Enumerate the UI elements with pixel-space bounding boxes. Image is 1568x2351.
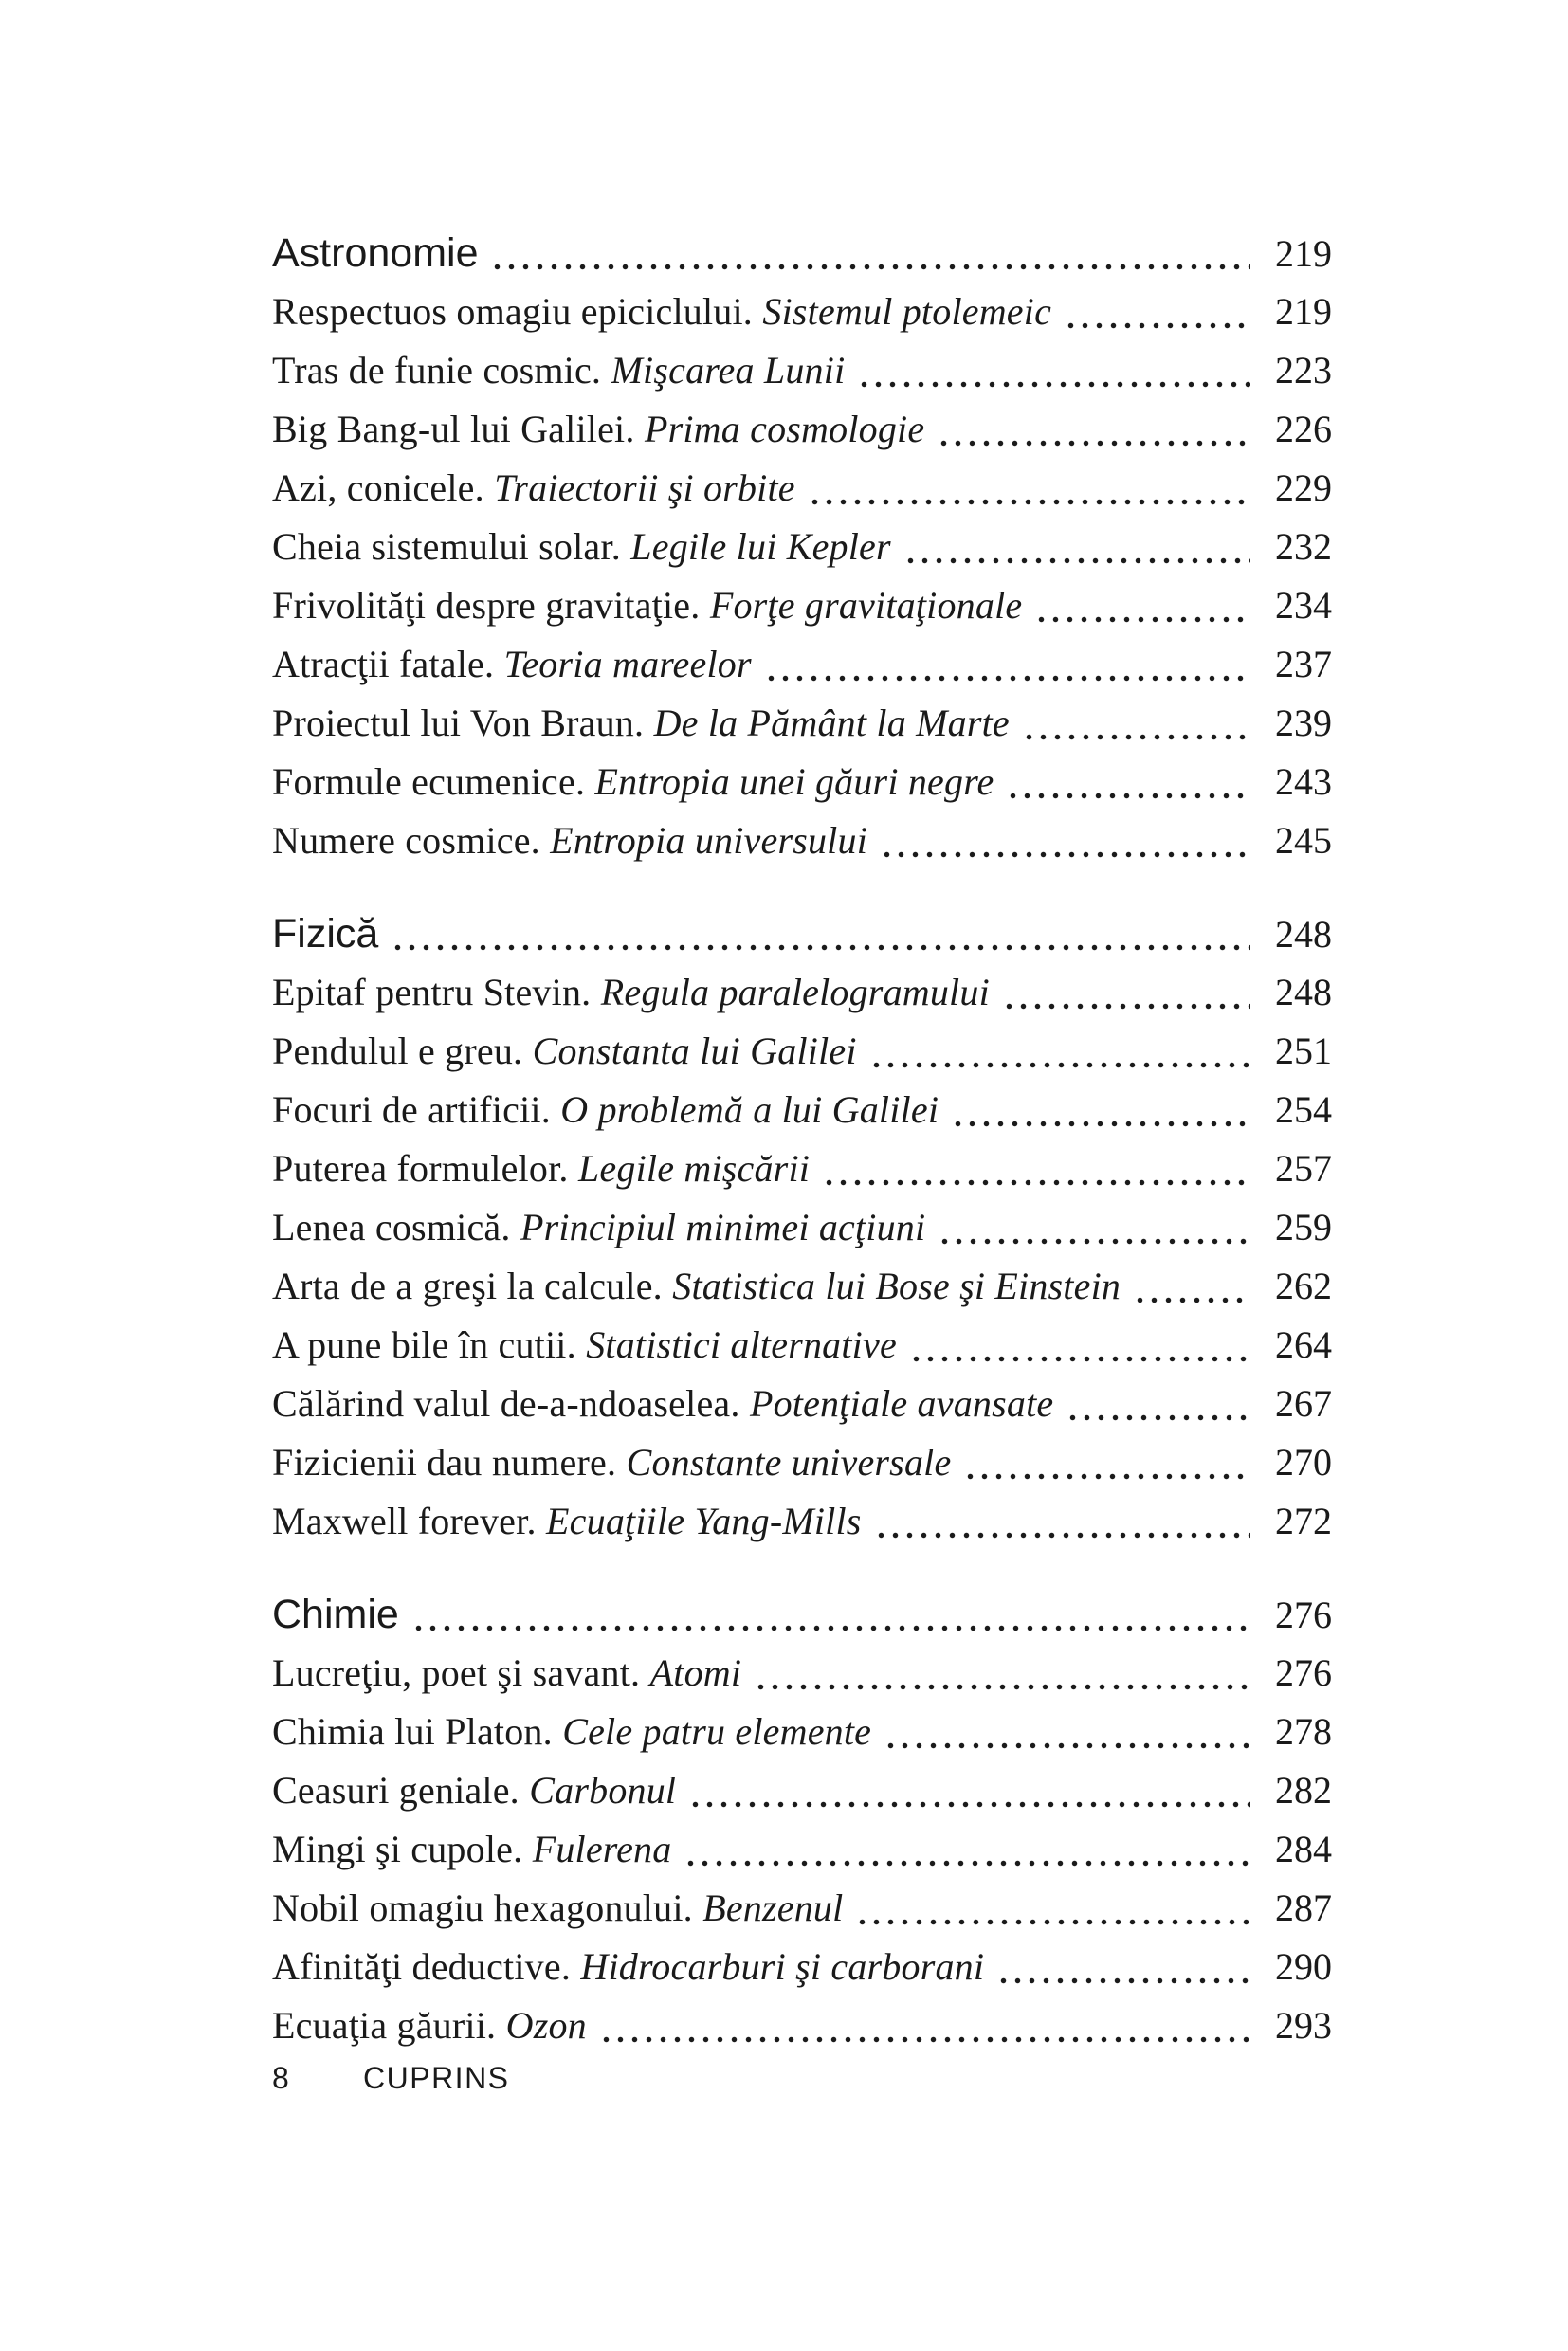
toc-entry-row (272, 576, 1332, 635)
toc-entry-subtitle: Constante universale (626, 1441, 952, 1484)
toc-entry-row (272, 282, 1332, 341)
toc-entry-row (272, 1644, 1332, 1703)
toc-entry-title (272, 1257, 1121, 1316)
toc-section-title (272, 224, 478, 282)
toc-section-title (272, 1585, 399, 1644)
dot-leader (994, 1938, 1250, 1996)
toc-page-number: 248 (1275, 913, 1332, 956)
toc-page-number: 276 (1275, 1594, 1332, 1636)
dot-leader (1031, 576, 1250, 635)
dot-leader (805, 459, 1250, 518)
toc-entry-subtitle: Mişcarea Lunii (611, 349, 846, 392)
toc-entry-label: Maxwell forever. (272, 1500, 537, 1542)
toc-entry-subtitle: Potenţiale avansate (749, 1382, 1054, 1425)
toc-entry-subtitle: Atomi (649, 1651, 742, 1694)
toc-entry-label: Big Bang-ul lui Galilei. (272, 408, 635, 450)
dot-leader (906, 1316, 1250, 1375)
toc-entry-row (272, 1703, 1332, 1761)
toc-entry-label: Afinităţi deductive. (272, 1945, 572, 1988)
toc-entry-subtitle: De la Pământ la Marte (653, 702, 1010, 744)
dot-leader (409, 1585, 1250, 1644)
toc-entry-title (272, 1644, 741, 1703)
toc-entry-label: Cheia sistemului solar. (272, 525, 621, 568)
toc-entry-label: Mingi şi cupole. (272, 1828, 523, 1870)
toc-entry-title (272, 694, 1010, 753)
toc-entry-row (272, 1198, 1332, 1257)
toc-entry-subtitle: Sistemul ptolemeic (762, 290, 1052, 333)
toc-entry-title (272, 1820, 671, 1879)
toc-entry-label: Nobil omagiu hexagonului. (272, 1886, 693, 1929)
toc-entry-label: Lucreţiu, poet şi savant. (272, 1651, 641, 1694)
toc-section-row (272, 224, 1332, 282)
toc-page-number: 267 (1275, 1382, 1332, 1425)
dot-leader (854, 341, 1250, 400)
toc-entry-label: Frivolităţi despre gravitaţie. (272, 584, 701, 627)
toc-entry-title (272, 282, 1051, 341)
toc-page-number: 226 (1275, 408, 1332, 450)
toc-list (272, 190, 1332, 2055)
toc-entry-row (272, 1996, 1332, 2055)
toc-page-number: 243 (1275, 760, 1332, 803)
toc-page-number: 251 (1275, 1030, 1332, 1072)
toc-entry-row (272, 694, 1332, 753)
dot-leader (1003, 753, 1250, 811)
toc-entry-title (272, 1139, 810, 1198)
toc-entry-title (272, 518, 891, 576)
dot-leader (681, 1820, 1250, 1879)
toc-entry-row (272, 753, 1332, 811)
dot-leader (881, 1703, 1250, 1761)
toc-page-number: 219 (1275, 290, 1332, 333)
toc-entry-subtitle: Entropia universului (550, 819, 868, 862)
toc-entry-row (272, 1316, 1332, 1375)
toc-entry-row (272, 1022, 1332, 1081)
toc-entry-subtitle: Statistici alternative (586, 1323, 897, 1366)
toc-page-number: 248 (1275, 971, 1332, 1013)
toc-entry-title (272, 1996, 587, 2055)
dot-leader (934, 400, 1250, 459)
toc-entry-label: Proiectul lui Von Braun. (272, 702, 645, 744)
dot-leader (819, 1139, 1250, 1198)
toc-entry-label: Formule ecumenice. (272, 760, 586, 803)
toc-entry-row (272, 518, 1332, 576)
toc-page-number: 287 (1275, 1886, 1332, 1929)
dot-leader (1061, 282, 1250, 341)
toc-entry-subtitle: Fulerena (532, 1828, 672, 1870)
toc-entry-title (272, 753, 994, 811)
page-footer (272, 2059, 510, 2097)
toc-entry-label: Epitaf pentru Stevin. (272, 971, 592, 1013)
toc-section-title (272, 904, 378, 963)
toc-page-number: 264 (1275, 1323, 1332, 1366)
toc-entry-label: Respectuos omagiu epiciclului. (272, 290, 753, 333)
toc-page-number: 276 (1275, 1651, 1332, 1694)
toc-entry-row (272, 1879, 1332, 1938)
dot-leader (999, 963, 1250, 1022)
toc-entry-subtitle: Entropia unei găuri negre (594, 760, 994, 803)
toc-entry-title (272, 341, 845, 400)
toc-page-number: 234 (1275, 584, 1332, 627)
toc-page-number: 278 (1275, 1710, 1332, 1753)
toc-entry-title (272, 1761, 676, 1820)
toc-page-number: 259 (1275, 1206, 1332, 1248)
dot-leader (852, 1879, 1250, 1938)
toc-page-number: 239 (1275, 702, 1332, 744)
toc-entry-subtitle: Statistica lui Bose şi Einstein (672, 1265, 1121, 1307)
toc-entry-label: Azi, conicele. (272, 466, 484, 509)
toc-entry-subtitle: Constanta lui Galilei (532, 1030, 857, 1072)
toc-entry-label: Ceasuri geniale. (272, 1769, 520, 1812)
toc-section-row (272, 1585, 1332, 1644)
dot-leader (960, 1433, 1250, 1492)
dot-leader (1019, 694, 1250, 753)
dot-leader (866, 1022, 1250, 1081)
toc-entry-title (272, 811, 867, 870)
dot-leader (948, 1081, 1250, 1139)
toc-entry-title (272, 1198, 925, 1257)
dot-leader (935, 1198, 1250, 1257)
toc-entry-label: Lenea cosmică. (272, 1206, 511, 1248)
toc-entry-row (272, 1820, 1332, 1879)
dot-leader (751, 1644, 1250, 1703)
dot-leader (487, 224, 1250, 282)
toc-entry-subtitle: Ecuaţiile Yang-Mills (546, 1500, 862, 1542)
toc-entry-label: Tras de funie cosmic. (272, 349, 602, 392)
toc-entry-title (272, 459, 795, 518)
toc-entry-subtitle: Prima cosmologie (644, 408, 925, 450)
toc-entry-subtitle: Ozon (505, 2004, 587, 2047)
toc-entry-label: Călărind valul de-a-ndoaselea. (272, 1382, 740, 1425)
toc-entry-title (272, 1316, 897, 1375)
toc-entry-title (272, 1703, 871, 1761)
footer-page-number: 8 (272, 2061, 289, 2095)
toc-section-label: Fizică (272, 911, 379, 957)
toc-page-number: 232 (1275, 525, 1332, 568)
toc-page-number: 229 (1275, 466, 1332, 509)
toc-entry-title (272, 1433, 951, 1492)
toc-page-number: 293 (1275, 2004, 1332, 2047)
toc-page-number: 223 (1275, 349, 1332, 392)
toc-entry-row (272, 1433, 1332, 1492)
toc-entry-label: Numere cosmice. (272, 819, 540, 862)
dot-leader (685, 1761, 1250, 1820)
toc-entry-row (272, 1938, 1332, 1996)
toc-page-number: 262 (1275, 1265, 1332, 1307)
toc-section-label: Chimie (272, 1592, 399, 1637)
toc-entry-subtitle: Cele patru elemente (562, 1710, 872, 1753)
toc-entry-subtitle: Principiul minimei acţiuni (520, 1206, 926, 1248)
toc-entry-row (272, 459, 1332, 518)
toc-page-number: 282 (1275, 1769, 1332, 1812)
toc-entry-title (272, 635, 752, 694)
toc-entry-row (272, 341, 1332, 400)
toc-entry-row (272, 635, 1332, 694)
toc-entry-label: Puterea formulelor. (272, 1147, 569, 1190)
toc-entry-row (272, 1257, 1332, 1316)
toc-entry-subtitle: Traiectorii şi orbite (494, 466, 795, 509)
toc-entry-subtitle: Legile lui Kepler (630, 525, 891, 568)
toc-entry-label: Ecuaţia găurii. (272, 2004, 497, 2047)
dot-leader (388, 904, 1250, 963)
toc-entry-title (272, 576, 1022, 635)
toc-entry-row (272, 1139, 1332, 1198)
toc-section-row (272, 904, 1332, 963)
dot-leader (901, 518, 1250, 576)
toc-entry-label: Fizicienii dau numere. (272, 1441, 617, 1484)
dot-leader (761, 635, 1250, 694)
toc-entry-subtitle: Legile mişcării (577, 1147, 811, 1190)
toc-entry-title (272, 963, 990, 1022)
toc-entry-title (272, 1879, 843, 1938)
toc-entry-title (272, 1492, 862, 1551)
toc-entry-subtitle: Regula paralelogramului (600, 971, 990, 1013)
toc-page-number: 254 (1275, 1088, 1332, 1131)
dot-leader (1130, 1257, 1250, 1316)
toc-entry-subtitle: Benzenul (702, 1886, 844, 1929)
toc-entry-label: Atracţii fatale. (272, 643, 495, 685)
toc-entry-title (272, 1081, 939, 1139)
toc-entry-title (272, 1022, 857, 1081)
toc-entry-row (272, 1375, 1332, 1433)
toc-page-number: 237 (1275, 643, 1332, 685)
toc-entry-row (272, 1081, 1332, 1139)
footer-chapter-label: CUPRINS (363, 2061, 510, 2095)
toc-entry-label: Arta de a greşi la calcule. (272, 1265, 663, 1307)
toc-entry-subtitle: Carbonul (529, 1769, 677, 1812)
toc-entry-label: Pendulul e greu. (272, 1030, 523, 1072)
toc-page-number: 245 (1275, 819, 1332, 862)
toc-entry-subtitle: O problemă a lui Galilei (560, 1088, 939, 1131)
dot-leader (596, 1996, 1250, 2055)
toc-entry-subtitle: Forţe gravitaţionale (709, 584, 1023, 627)
dot-leader (877, 811, 1250, 870)
toc-entry-label: Focuri de artificii. (272, 1088, 551, 1131)
toc-page-number: 284 (1275, 1828, 1332, 1870)
toc-entry-row (272, 811, 1332, 870)
toc-page-number: 257 (1275, 1147, 1332, 1190)
toc-entry-label: Chimia lui Platon. (272, 1710, 553, 1753)
toc-page-number: 272 (1275, 1500, 1332, 1542)
dot-leader (871, 1492, 1250, 1551)
toc-entry-row (272, 1492, 1332, 1551)
toc-entry-row (272, 963, 1332, 1022)
toc-section-label: Astronomie (272, 230, 479, 276)
toc-entry-subtitle: Teoria mareelor (503, 643, 752, 685)
toc-page-number: 219 (1275, 232, 1332, 275)
toc-entry-row (272, 400, 1332, 459)
toc-entry-label: A pune bile în cutii. (272, 1323, 576, 1366)
toc-page-number: 290 (1275, 1945, 1332, 1988)
toc-page-number: 270 (1275, 1441, 1332, 1484)
toc-entry-title (272, 1938, 984, 1996)
toc-entry-row (272, 1761, 1332, 1820)
toc-entry-title (272, 400, 924, 459)
toc-entry-subtitle: Hidrocarburi şi carborani (580, 1945, 985, 1988)
dot-leader (1063, 1375, 1250, 1433)
toc-entry-title (272, 1375, 1053, 1433)
